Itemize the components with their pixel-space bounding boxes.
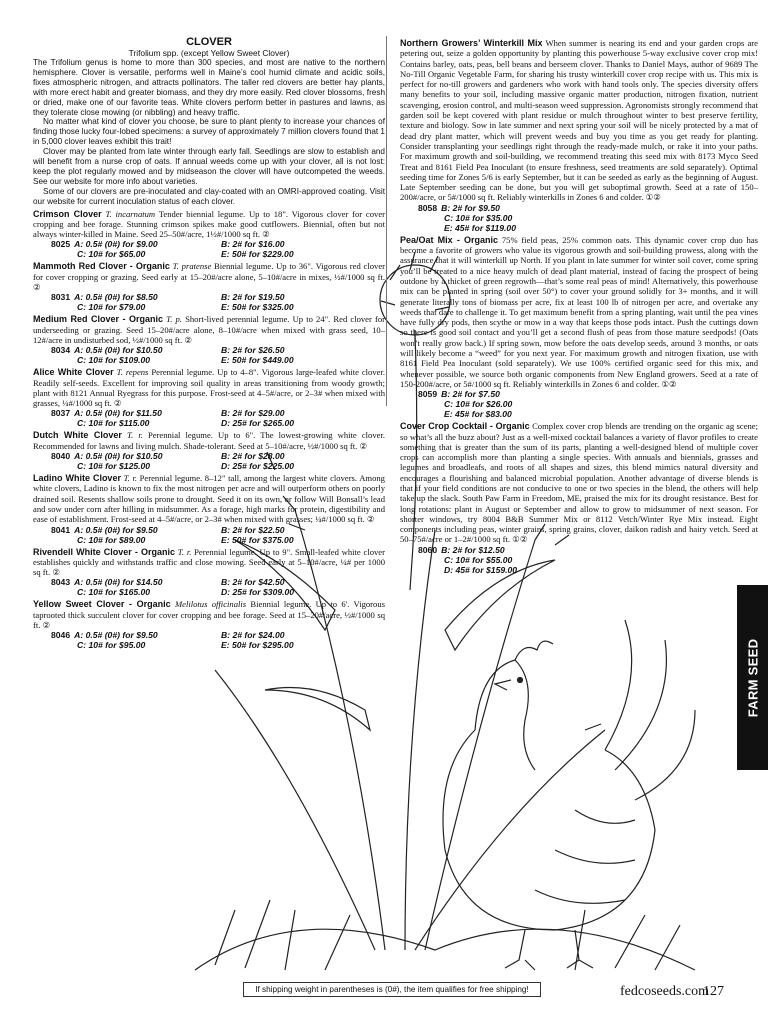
product-listing	[33, 314, 385, 365]
product-code: 8059	[418, 389, 438, 400]
product-code: 8025	[51, 239, 71, 250]
product-description	[33, 599, 385, 630]
price-option[interactable]	[51, 577, 221, 587]
price-option-text: B: 2# for $42.50	[221, 577, 285, 588]
price-option[interactable]	[51, 587, 221, 597]
price-option-text: C: 10# for $95.00	[77, 640, 146, 651]
price-option[interactable]	[51, 461, 221, 471]
product-latin-name: T. r.	[177, 546, 192, 557]
price-option[interactable]	[51, 239, 221, 249]
price-option[interactable]	[51, 345, 221, 355]
price-option-text: E: 50# for $325.00	[221, 302, 294, 313]
price-option-text: C: 10# for $165.00	[77, 587, 151, 598]
price-list	[51, 345, 385, 365]
product-description	[33, 261, 385, 292]
price-option-text: B: 2# for $24.00	[221, 630, 285, 641]
intro-paragraph: The Trifolium genus is home to more than 300 species, and most are native to the northern hemisphere. Clover is versatile, performs well in Maine’s cool humid climate and acidic soils, fixes atmospheric nitrogen, and attracts pollinators. The taller red clovers are better hay plants, with more erect habit and greater biomass, and they dry more easily. Red clover blossoms, fresh or dried, make one of our favorite teas. White clovers perform better in pastures and lawns, as they tolerate close mowing (or nibbling) and heavy traffic.	[33, 58, 385, 117]
price-option-text: E: 50# for $295.00	[221, 640, 294, 651]
price-option[interactable]	[51, 408, 221, 418]
price-option-text: E: 50# for $449.00	[221, 355, 294, 366]
price-option-text: C: 10# for $79.00	[77, 302, 146, 313]
product-description	[33, 547, 385, 578]
price-option[interactable]	[51, 355, 221, 365]
price-list	[51, 630, 385, 650]
product-description	[400, 421, 758, 545]
product-description	[33, 209, 385, 240]
price-option-text: B: 2# for $19.50	[221, 292, 285, 303]
price-option[interactable]	[221, 630, 385, 640]
product-listing	[400, 235, 758, 419]
price-option-text: A: 0.5# (0#) for $8.50	[74, 292, 158, 303]
price-option-text: B: 2# for $29.00	[221, 408, 285, 419]
product-text: 75% field peas, 25% common oats. This dynamic cover crop duo has become a favorite of growers who value its vigorous growth and soil-building prowess, along with the assurance that it will winterkill up North. If you plant in late summer for winter soil cover, come spring you’ll be treated to a nice heavy mulch of dead plant material, instead of facing the prospect of being outdone by a thicket of green regrowth—that’s some real peas of mind! Alternatively, this powerhouse mix can be planted in spring (soil over 50°) to cover your ground solidly for 3+ months, and it will generate literally tons of biomass per acre, fix at least 100 lb of nitrogen per acre, and overtake any weeds that dare to challenge it. To get maximum benefit from a spring planting, wait until the pea vines have fully dry pods, then scythe or mow in a way that keeps those pods intact. Push the cuttings down so there is good soil contact and you’ll get a second flush of peas from those mature seedpods! (Oats won’t really grow back.) If spring sown, mow before the oats develop seeds, around 3 months, or oats will likely become a “weed” for you next year. For maximum growth and nitrogen fixation, use with 8161 Field Pea Inoculant (sold separately). We use 100% certified organic seed for this mix, and whenever possible, we source both organic components from New England growers. Seed at a rate of 150-200#/acre, or 5#/1000 sq ft. Reliably winterkills in Zones 6 and colder. ①②	[400, 234, 758, 389]
product-name: Medium Red Clover - Organic	[33, 314, 163, 325]
price-option[interactable]	[221, 239, 385, 249]
clover-column	[33, 36, 385, 650]
product-code: 8034	[51, 345, 71, 356]
product-description	[33, 430, 385, 451]
price-option[interactable]	[221, 461, 385, 471]
price-option-text: A: 0.5# (0#) for $10.50	[74, 451, 163, 462]
clover-listings	[33, 209, 385, 651]
column-divider	[386, 36, 387, 406]
price-option[interactable]	[418, 213, 758, 223]
cover-crop-listings	[400, 38, 758, 575]
product-code: 8031	[51, 292, 71, 303]
product-text: Perennial legume. Up to 6". The lowest-growing white clover. Recommended for lawns and living mulch. Shade-tolerant. Seed at 5–10#/acre, ½#/1000 sq ft. ②	[33, 430, 385, 451]
product-code: 8037	[51, 408, 71, 419]
product-latin-name: T. r.	[123, 473, 138, 484]
product-text: Perennial legume. Up to 4–8". Vigorous large-leafed white clover. Readily self-seeds. Excellent for improving soil quality in areas transitioning from woody growth; plant with 8121 Annual Ryegrass for this purpose. Frost-seed at 4–5#/acre, or 2–3# when mixed with grasses, ¼#/1000 sq ft. ②	[33, 367, 385, 409]
price-list	[51, 577, 385, 597]
product-listing	[33, 261, 385, 312]
price-option-text: C: 10# for $89.00	[77, 534, 146, 545]
price-option[interactable]	[51, 249, 221, 259]
product-text: Tender biennial legume. Up to 18". Vigorous clover for cover cropping and bee forage. Stunning crimson spikes make good cutflowers. Biennial, often but not always winter-killed in Maine. Seed 25–50#/acre, 1½#/1000 sq ft. ②	[33, 208, 385, 240]
product-listing	[33, 209, 385, 260]
shipping-notice: If shipping weight in parentheses is (0#), the item qualifies for free shipping!	[243, 982, 541, 997]
price-option-text: C: 10# for $55.00	[444, 554, 513, 565]
price-option[interactable]	[418, 409, 758, 419]
clover-intro	[33, 58, 385, 207]
product-listing	[400, 38, 758, 233]
section-tab-label: FARM SEED	[745, 638, 760, 717]
price-option-text: B: 2# for $9.50	[441, 202, 500, 213]
price-option-text: B: 2# for $12.50	[441, 544, 505, 555]
product-listing	[33, 599, 385, 650]
price-option-text: A: 0.5# (0#) for $9.00	[74, 239, 158, 250]
price-option-text: B: 2# for $22.50	[221, 524, 285, 535]
intro-paragraph: No matter what kind of clover you choose, be sure to plant plenty to increase your chances of finding those lucky four-lobed specimens: a survey of approximately 7 million clovers found that 1 in 5,000 clover leaves exhibit this trait!	[33, 117, 385, 147]
product-name: Alice White Clover	[33, 367, 114, 378]
product-text: Biennial legume. Up to 36". Vigorous red clover for cover cropping or grazing. Seed early at 15–20#/acre alone, 5–10#/acre in mixes, ½#/1000 sq ft. ②	[33, 261, 385, 293]
intro-paragraph: Clover may be planted from late winter through early fall. Seedlings are slow to establish and will benefit from a nurse crop of oats. If annual weeds come up with your clover, all is not lost: keep the plot regularly mowed and by midseason the clover will have outcompeted the weeds. See our website for more info about varieties.	[33, 147, 385, 186]
product-description	[33, 314, 385, 345]
product-name: Mammoth Red Clover - Organic	[33, 261, 170, 272]
price-option-text: B: 2# for $16.00	[221, 239, 285, 250]
section-tab	[737, 585, 768, 770]
price-option-text: D: 25# for $265.00	[221, 418, 295, 429]
product-name: Northern Growers’ Winterkill Mix	[400, 38, 543, 48]
product-latin-name: Melilotus officinalis	[174, 599, 247, 610]
product-description	[400, 38, 758, 203]
price-list	[51, 239, 385, 259]
price-option-text: A: 0.5# (0#) for $9.50	[74, 524, 158, 535]
price-option[interactable]	[51, 418, 221, 428]
price-list	[51, 451, 385, 471]
product-listing	[33, 547, 385, 598]
product-text: When summer is nearing its end and your garden crops are petering out, seize a golden opportunity by planting this powerhouse 5-way exclusive cover crop mix! Contains barley, oats, peas, bell beans and berseem clover. Thanks to Daniel Mays, author of 9689 The No-Till Organic Vegetable Farm, for sharing his trusty winterkill cover crop recipe with us. This mix is perfect for no-till growers and gardeners who work with hand tools only. The species diversity offers many benefits to your soil, including massive organic matter production, nitrogen fixation, nutrient scavenging, erosion control, and multi-season weed suppression. Agronomists strongly recommend that garden soil be kept covered with plant residue or mulch throughout winter to best preserve fertility, texture and biology. Sow in late summer and next spring your soil will be nicely protected by a mat of dead dry plant matter, which will prevent weeds and buy you time as you get ready for planting. Consider transplanting your seedlings right through the ready-made mulch, or rake it into your paths. For maximum growth and soil-building, we recommend treating this seed mix with 8173 Myco Seed Treat and 8161 Field Pea Inoculant (to ensure freshness, seed treatments are sold separately). Optimal seeding time for Zones 5/6 is early September, but it can be seeded as early as the beginning of August. Late September seeding can be done, but you will get suboptimal growth. Seed at a rate of 150–200#/acre, or 5#/1000 sq ft. Reliably winterkills in Zones 6 and colder. ①②	[400, 38, 758, 203]
price-list	[418, 545, 758, 575]
price-option[interactable]	[51, 535, 221, 545]
price-option-text: E: 50# for $229.00	[221, 249, 294, 260]
product-latin-name: T. incarnatum	[105, 208, 156, 219]
price-option-text: C: 10# for $109.00	[77, 355, 151, 366]
page-number: 127	[703, 984, 724, 999]
product-code: 8040	[51, 451, 71, 462]
product-name: Crimson Clover	[33, 208, 102, 219]
cover-crop-column	[400, 36, 758, 575]
price-option[interactable]	[51, 525, 221, 535]
price-option[interactable]	[221, 587, 385, 597]
price-option[interactable]	[221, 408, 385, 418]
price-option[interactable]	[51, 292, 221, 302]
product-latin-name: T. p.	[166, 314, 182, 325]
price-list	[51, 292, 385, 312]
product-text: Perennial legume. Up to 9". Small-leafed white clover establishes quickly and withstands traffic and close mowing. Seed early at 5–10#/acre, ¼# per 1000 sq ft. ②	[33, 546, 385, 578]
price-option[interactable]	[418, 223, 758, 233]
product-code: 8041	[51, 524, 71, 535]
product-text: Perennial legume. 8–12" tall, among the largest white clovers. Among white clovers, Ladino is known to fix the most nitrogen per acre and will outperform others on poorly drained soil. Resents shallow soils prone to drought. Seed it on its own, or follow Will Bonsall’s lead and sow under corn after hilling in midsummer. As a forage, high marks for protein, digestibility and ease of establishment. Frost-seed at 4–5#/acre, or 2–3# when mixed with grasses; ¼#/1000 sq ft. ②	[33, 473, 385, 525]
price-list	[418, 203, 758, 233]
price-option[interactable]	[221, 640, 385, 650]
price-option-text: E: 45# for $119.00	[444, 222, 516, 233]
price-option[interactable]	[418, 399, 758, 409]
price-list	[51, 408, 385, 428]
price-option-text: C: 10# for $35.00	[444, 212, 513, 223]
product-latin-name: T. repens	[116, 367, 149, 378]
price-option[interactable]	[221, 418, 385, 428]
price-option-text: A: 0.5# (0#) for $11.50	[74, 408, 162, 419]
price-option[interactable]	[418, 389, 758, 399]
price-list	[418, 389, 758, 419]
price-option[interactable]	[221, 249, 385, 259]
price-option-text: A: 0.5# (0#) for $10.50	[74, 345, 163, 356]
price-option[interactable]	[221, 345, 385, 355]
product-code: 8058	[418, 202, 438, 213]
price-option[interactable]	[418, 565, 758, 575]
price-option-text: B: 2# for $28.00	[221, 451, 285, 462]
price-option[interactable]	[51, 640, 221, 650]
product-listing	[400, 421, 758, 575]
price-option[interactable]	[418, 203, 758, 213]
price-option-text: C: 10# for $26.00	[444, 399, 513, 410]
price-option-text: B: 2# for $26.50	[221, 345, 285, 356]
section-subtitle: Trifolium spp. (except Yellow Sweet Clover)	[128, 48, 290, 58]
product-description	[33, 367, 385, 408]
price-option[interactable]	[418, 555, 758, 565]
product-text: Short-lived perennial legume. Up to 24". Red clover for underseeding or grazing. Seed 15–20#/acre alone, 8–10#/acre when mixed with grass seed, 10–12#/acre in undisturbed sod, ½#/1000 sq ft. ②	[33, 314, 386, 345]
product-name: Rivendell White Clover - Organic	[33, 546, 175, 557]
product-name: Ladino White Clover	[33, 473, 121, 484]
price-option[interactable]	[221, 525, 385, 535]
product-name: Dutch White Clover	[33, 430, 122, 441]
price-option-text: C: 10# for $125.00	[77, 461, 151, 472]
price-option[interactable]	[221, 535, 385, 545]
price-option-text: A: 0.5# (0#) for $9.50	[74, 630, 158, 641]
product-text: Complex cover crop blends are trending on the organic ag scene; so what’s all the buzz about? Just as a well-mixed cocktail balances a variety of flavor profiles to create something that is greater than the sum of its parts, planting a well-designed blend of multiple cover crops can accomplish more than planting a single species. With annuals and biennials, grasses and legumes and broadleafs, and roots of all shapes and sizes, this blend mimics natural diversity and encourages a flourishing and balanced microbial population. Another advantage of diverse blends is that if your field conditions are not conducive to one or two species in the blend, the others will help take up the slack. South Paw Farm in Freedom, ME, praised the mix for its drought resistance. Best for long rotations: plant in August or September and allow to grow to midsummer of next season. For shorter windows, try 8004 B&B Summer Mix or 8112 Vetch/Winter Rye Mix instead. Eight components including peas, winter grains, spring grains, clover, daikon radish and hairy vetch. Seed at 50–75#/acre or 1–2#/1000 sq ft. ①②	[400, 421, 759, 545]
price-option-text: D: 25# for $309.00	[221, 587, 295, 598]
site-url[interactable]: fedcoseeds.com	[620, 984, 710, 999]
product-latin-name: T. pratense	[172, 261, 212, 272]
product-code: 8043	[51, 577, 71, 588]
product-name: Pea/Oat Mix - Organic	[400, 234, 499, 245]
product-text: Biennial legume. Up to 6'. Vigorous taprooted thick succulent clover for cover cropping and bee forage. Seed at 15–20#/acre, ½#/1000 sq ft. ②	[33, 599, 385, 631]
product-code: 8060	[418, 544, 438, 555]
price-option[interactable]	[221, 451, 385, 461]
price-list	[51, 525, 385, 545]
price-option[interactable]	[51, 451, 221, 461]
price-option[interactable]	[51, 302, 221, 312]
product-listing	[33, 473, 385, 544]
price-option[interactable]	[221, 302, 385, 312]
product-code: 8046	[51, 630, 71, 641]
price-option[interactable]	[51, 630, 221, 640]
price-option-text: E: 45# for $83.00	[444, 409, 512, 420]
product-listing	[33, 367, 385, 428]
product-description	[400, 235, 758, 389]
product-listing	[33, 430, 385, 471]
product-name: Yellow Sweet Clover - Organic	[33, 599, 171, 610]
price-option-text: D: 25# for $225.00	[221, 461, 295, 472]
price-option-text: D: 45# for $159.00	[444, 564, 518, 575]
price-option[interactable]	[221, 577, 385, 587]
product-description	[33, 473, 385, 524]
price-option-text: A: 0.5# (0#) for $14.50	[74, 577, 163, 588]
price-option-text: C: 10# for $115.00	[77, 418, 150, 429]
product-latin-name: T. r.	[126, 430, 143, 441]
price-option[interactable]	[221, 355, 385, 365]
product-name: Cover Crop Cocktail - Organic	[400, 421, 530, 432]
intro-paragraph: Some of our clovers are pre-inoculated and clay-coated with an OMRI-approved coating. Visit our website for current inoculation status of each clover.	[33, 186, 385, 206]
price-option-text: E: 50# for $375.00	[221, 534, 294, 545]
price-option[interactable]	[221, 292, 385, 302]
price-option-text: B: 2# for $7.50	[441, 389, 500, 400]
section-title: CLOVER	[186, 36, 232, 48]
price-option-text: C: 10# for $65.00	[77, 249, 146, 260]
price-option[interactable]	[418, 545, 758, 555]
